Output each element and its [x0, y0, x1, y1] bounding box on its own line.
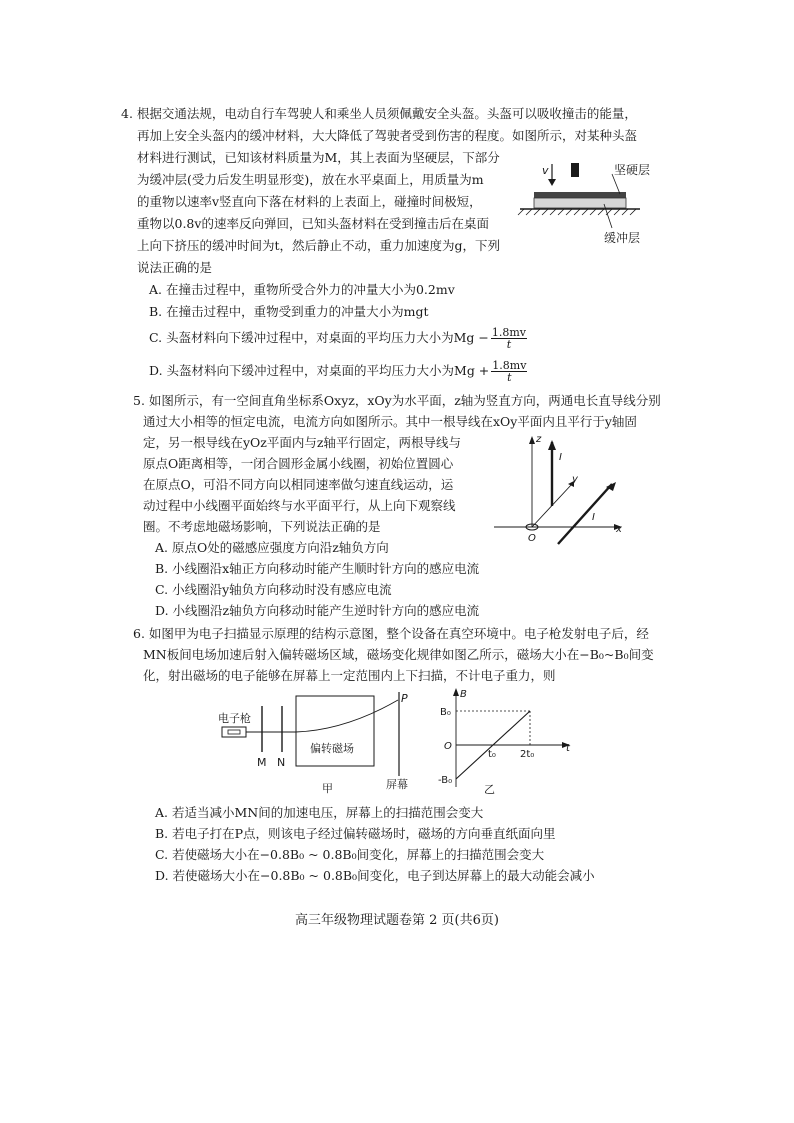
- current-label-vertical: I: [559, 452, 562, 463]
- neg-b0-label: -B₀: [438, 775, 453, 786]
- y-axis-label: y: [572, 474, 578, 485]
- q5-figure-coordinate-system: [488, 432, 628, 547]
- current-label-horizontal: I: [592, 512, 595, 523]
- q4-option-c-text: C. 头盔材料向下缓冲过程中，对桌面的平均压力大小为Mg −: [149, 330, 489, 345]
- q4-option-c-fraction: $\frac{1.8mv}{t}$: [491, 326, 526, 351]
- page-footer: 高三年级物理试题卷第 2 页(共6页): [295, 913, 499, 928]
- q4-option-d-fraction: $\frac{1.8mv}{t}$: [492, 359, 527, 384]
- q5-option-b[interactable]: B. 小线圈沿x轴正方向移动时能产生顺时针方向的感应电流: [155, 561, 480, 576]
- q5-option-c[interactable]: C. 小线圈沿y轴负方向移动时没有感应电流: [155, 582, 392, 597]
- q4-option-d-text: D. 头盔材料向下缓冲过程中，对桌面的平均压力大小为Mg +: [149, 363, 490, 378]
- q5-line-2: 通过大小相等的恒定电流，电流方向如图所示。其中一根导线在xOy平面内且平行于y轴固: [143, 414, 637, 429]
- q4-line-5: 的重物以速率v竖直向下落在材料的上表面上，碰撞时间极短，: [137, 194, 482, 209]
- q5-line-3: 定，另一根导线在yOz平面内与z轴平行固定，两根导线与: [143, 435, 461, 450]
- q4-line-4: 为缓冲层(受力后发生明显形变)，放在水平桌面上，用质量为m: [137, 172, 484, 187]
- q4-figure-helmet-test: [516, 158, 676, 248]
- t0-label: t₀: [488, 749, 496, 760]
- origin-label: O: [528, 533, 536, 544]
- point-p-label: P: [401, 692, 408, 705]
- figure-a-caption: 甲: [322, 782, 333, 795]
- x-axis-label: x: [616, 524, 622, 535]
- buffer-layer: [534, 198, 626, 208]
- origin-label-b: O: [444, 741, 452, 752]
- q4-option-c[interactable]: [149, 327, 529, 350]
- figure-b-caption: 乙: [484, 783, 495, 796]
- 2t0-label: 2t₀: [520, 749, 535, 760]
- q4-option-d[interactable]: [149, 360, 529, 383]
- deflection-field-label: 偏转磁场: [310, 742, 354, 755]
- q4-line-7: 上向下挤压的缓冲时间为t，然后静止不动，重力加速度为g，下列: [137, 238, 501, 253]
- velocity-label: v: [542, 164, 549, 177]
- q6-line-3: 化，射出磁场的电子能够在屏幕上一定范围内上下扫描，不计电子重力，则: [143, 668, 556, 683]
- q5-line-4: 原点O距离相等，一闭合圆形金属小线圈，初始位置圆心: [143, 456, 454, 471]
- electron-gun-label: 电子枪: [218, 712, 251, 725]
- q6-option-c[interactable]: C. 若使磁场大小在−0.8B₀ ~ 0.8B₀间变化，屏幕上的扫描范围会变大: [155, 847, 545, 862]
- t-axis-label: t: [566, 743, 570, 754]
- q5-line-1: 5. 如图所示，有一空间直角坐标系Oxyz，xOy为水平面，z轴为竖直方向，两通电长直导线分别: [133, 393, 661, 408]
- plate-m-label: M: [257, 756, 267, 769]
- plate-n-label: N: [277, 756, 286, 769]
- q4-line-3: 材料进行测试，已知该材料质量为M，其上表面为坚硬层，下部分: [137, 150, 500, 165]
- q5-line-6: 动过程中小线圈平面始终与水平面平行，从上向下观察线: [143, 498, 456, 513]
- q4-line-6: 重物以0.8v的速率反向弹回，已知头盔材料在受到撞击后在桌面: [137, 216, 489, 231]
- q4-line-1: 4. 根据交通法规，电动自行车驾驶人和乘坐人员须佩戴安全头盔。头盔可以吸收撞击的能量，: [121, 106, 637, 121]
- hard-layer: [534, 192, 626, 198]
- q4-option-b[interactable]: B. 在撞击过程中，重物受到重力的冲量大小为mgt: [149, 304, 429, 319]
- q5-option-d[interactable]: D. 小线圈沿z轴负方向移动时能产生逆时针方向的感应电流: [155, 603, 480, 618]
- q4-option-a[interactable]: A. 在撞击过程中，重物所受合外力的冲量大小为0.2mv: [149, 282, 455, 297]
- q6-option-a[interactable]: A. 若适当减小MN间的加速电压，屏幕上的扫描范围会变大: [155, 805, 484, 820]
- q4-line-8: 说法正确的是: [137, 260, 213, 275]
- weight-block: [571, 163, 579, 177]
- screen-label: 屏幕: [386, 778, 408, 791]
- q5-line-5: 在原点O，可沿不同方向以相同速率做匀速直线运动，运: [143, 477, 454, 492]
- q5-line-7: 圈。不考虑地磁场影响，下列说法正确的是: [143, 519, 381, 534]
- b0-label: B₀: [440, 707, 451, 718]
- b-axis-label: B: [460, 689, 467, 700]
- z-axis-label: z: [536, 434, 542, 445]
- hard-layer-label: 坚硬层: [614, 163, 651, 177]
- q5-option-a[interactable]: A. 原点O处的磁感应强度方向沿z轴负方向: [155, 540, 389, 555]
- q6-figure-b-b-t-graph: [436, 687, 576, 797]
- horizontal-wire: [558, 484, 612, 544]
- buffer-layer-label: 缓冲层: [604, 231, 641, 245]
- q6-option-d[interactable]: D. 若使磁场大小在−0.8B₀ ~ 0.8B₀间变化，电子到达屏幕上的最大动能会减小: [155, 868, 595, 883]
- q6-line-1: 6. 如图甲为电子扫描显示原理的结构示意图，整个设备在真空环境中。电子枪发射电子后，经: [133, 626, 649, 641]
- q4-line-2: 再加上安全头盔内的缓冲材料，大大降低了驾驶者受到伤害的程度。如图所示，对某种头盔: [137, 128, 638, 143]
- q6-option-b[interactable]: B. 若电子打在P点，则该电子经过偏转磁场时，磁场的方向垂直纸面向里: [155, 826, 556, 841]
- electron-gun: [222, 727, 246, 737]
- q6-figure-a-electron-scanner: [216, 690, 416, 800]
- q6-line-2: MN板间电场加速后射入偏转磁场区域，磁场变化规律如图乙所示，磁场大小在−B₀~B₀间变: [143, 647, 654, 662]
